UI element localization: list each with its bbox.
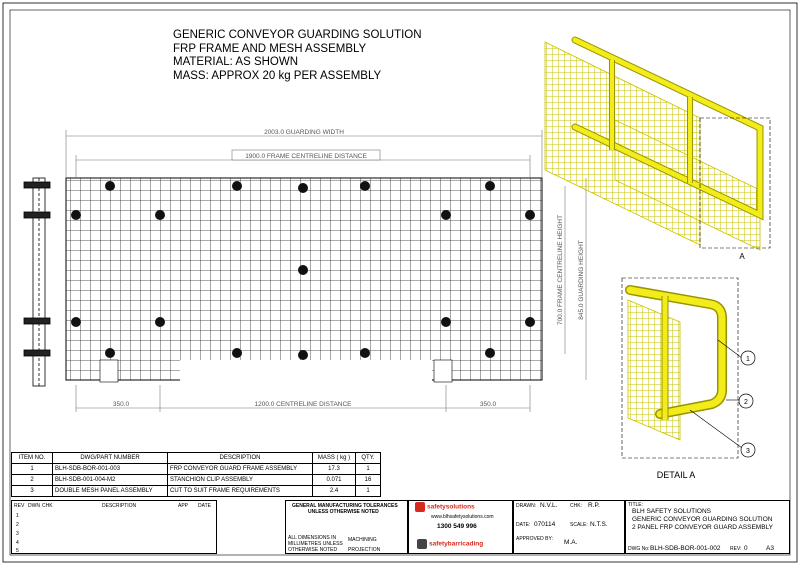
barricading-logo: safetybarricading xyxy=(417,539,483,549)
balloon-1: 1 xyxy=(746,356,750,363)
bom-header: MASS ( kg ) xyxy=(313,453,356,464)
bom-header: ITEM NO. xyxy=(12,453,53,464)
company-logo: safetysolutions xyxy=(415,502,475,512)
note-line-1: GENERIC CONVEYOR GUARDING SOLUTION xyxy=(173,29,422,41)
revision-block: REV DWN CHK DESCRIPTION APP DATE 1 2 3 4 5 xyxy=(11,500,217,554)
drawing-title-2: GENERIC CONVEYOR GUARDING SOLUTION xyxy=(632,516,773,523)
title-block: TITLE: BLH SAFETY SOLUTIONS GENERIC CONVEYOR GUARDING SOLUTION 2 PANEL FRP CONVEYOR GUARD ASSEMBLY DWG No: BLH-SDB-BOR-001-002 REV: 0 A3 xyxy=(625,500,790,554)
bom-header: QTY. xyxy=(356,453,381,464)
dim-guarding-width: 2003.0 GUARDING WIDTH xyxy=(264,129,344,136)
view-a-label: A xyxy=(739,252,745,261)
bill-of-materials xyxy=(11,452,381,497)
side-view xyxy=(24,178,50,386)
bom-row: 2 BLH-SDB-001-004-M2 STANCHION CLIP ASSEMBLY 0.071 16 xyxy=(12,475,381,486)
general-notes xyxy=(173,29,422,83)
note-line-3: MATERIAL: AS SHOWN xyxy=(173,56,299,68)
dim-frame-centreline: 1900.0 FRAME CENTRELINE DISTANCE xyxy=(245,153,367,160)
front-view xyxy=(66,178,542,382)
bom-header: DWG/PART NUMBER xyxy=(53,453,168,464)
dim-right-offset: 350.0 xyxy=(479,401,497,408)
balloon-2: 2 xyxy=(744,399,748,406)
balloon-3: 3 xyxy=(746,448,750,455)
dim-centre-span: 1200.0 CENTRELINE DISTANCE xyxy=(254,401,352,408)
approval-block: DRAWN: N.V.L. CHK: R.P. DATE: 070114 SCALE: N.T.S. APPROVED BY: M.A. xyxy=(513,500,625,554)
drawing-number: BLH-SDB-BOR-001-002 xyxy=(650,545,721,552)
note-line-4: MASS: APPROX 20 kg PER ASSEMBLY xyxy=(173,69,382,82)
dim-left-offset: 350.0 xyxy=(112,401,130,408)
tolerance-block: GENERAL MANUFACTURING TOLERANCES UNLESS OTHERWISE NOTED MACHINING PROJECTION ALL DIMENSIONS IN MILLIMETRES UNLESS OTHERWISE NOTED xyxy=(285,500,408,554)
dim-centreline-height: 700.0 FRAME CENTRELINE HEIGHT xyxy=(557,214,564,326)
dim-guarding-height: 845.0 GUARDING HEIGHT xyxy=(578,240,585,320)
note-line-2: FRP FRAME AND MESH ASSEMBLY xyxy=(173,42,367,55)
drawing-title-1: BLH SAFETY SOLUTIONS xyxy=(632,508,711,515)
bom-header: DESCRIPTION xyxy=(168,453,313,464)
bom-row: 1 BLH-SDB-BOR-001-003 FRP CONVEYOR GUARD FRAME ASSEMBLY 17.3 1 xyxy=(12,464,381,475)
bom-row: 3 DOUBLE MESH PANEL ASSEMBLY CUT TO SUIT FRAME REQUIREMENTS 2.4 1 xyxy=(12,486,381,497)
detail-a-label: DETAIL A xyxy=(656,470,696,480)
isometric-view xyxy=(545,40,770,250)
drawing-title-3: 2 PANEL FRP CONVEYOR GUARD ASSEMBLY xyxy=(632,524,773,531)
company-block: safetysolutions www.blhsafetysolutions.com 1300 549 996 safetybarricading xyxy=(408,500,513,554)
sheet-size: A3 xyxy=(766,545,774,552)
detail-a-view xyxy=(622,278,755,458)
